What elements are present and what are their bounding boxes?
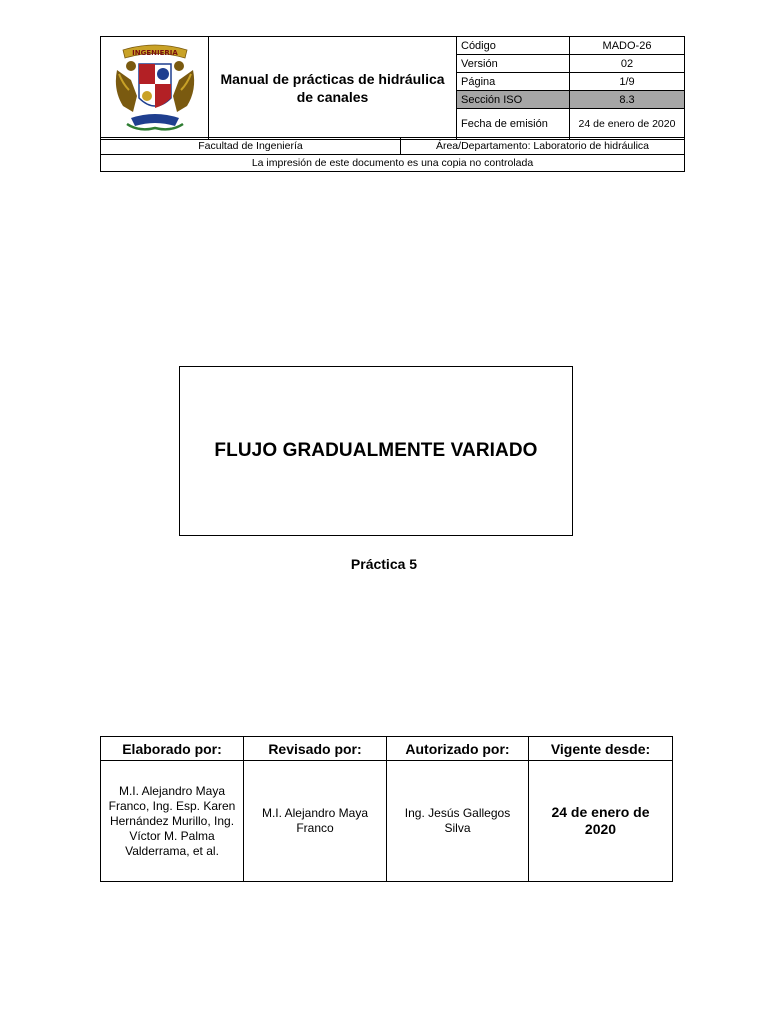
pagina-label: Página (457, 73, 570, 91)
department-cell: Área/Departamento: Laboratorio de hidráulica (401, 138, 685, 155)
faculty-cell: Facultad de Ingeniería (101, 138, 401, 155)
signature-table (100, 736, 673, 882)
fecha-emision-label: Fecha de emisión (457, 109, 570, 140)
version-label: Versión (457, 55, 570, 73)
elaborado-value: M.I. Alejandro Maya Franco, Ing. Esp. Karen Hernández Murillo, Ing. Víctor M. Palma Valderrama, et al. (101, 761, 244, 882)
practice-title: FLUJO GRADUALMENTE VARIADO (214, 440, 538, 461)
version-value: 02 (570, 55, 685, 73)
logo-lettering: INGENIERIA (131, 48, 178, 57)
eagle-crest-icon (109, 40, 201, 134)
practice-number: Práctica 5 (350, 556, 418, 572)
revisado-value: M.I. Alejandro Maya Franco (244, 761, 387, 882)
manual-title: Manual de prácticas de hidráulica de canales (209, 37, 457, 140)
autorizado-value: Ing. Jesús Gallegos Silva (387, 761, 529, 882)
vigente-header: Vigente desde: (529, 737, 673, 761)
unam-engineering-logo (101, 37, 209, 140)
codigo-value: MADO-26 (570, 37, 685, 55)
codigo-label: Código (457, 37, 570, 55)
fecha-emision-value: 24 de enero de 2020 (570, 109, 685, 140)
practice-title-box (179, 366, 573, 536)
vigente-value: 24 de enero de 2020 (529, 761, 673, 882)
disclaimer-cell: La impresión de este documento es una copia no controlada (101, 155, 685, 172)
document-header (100, 36, 685, 140)
seccion-iso-value: 8.3 (570, 91, 685, 109)
pagina-value: 1/9 (570, 73, 685, 91)
elaborado-header: Elaborado por: (101, 737, 244, 761)
document-subheader (100, 137, 685, 172)
autorizado-header: Autorizado por: (387, 737, 529, 761)
seccion-iso-label: Sección ISO (457, 91, 570, 109)
revisado-header: Revisado por: (244, 737, 387, 761)
